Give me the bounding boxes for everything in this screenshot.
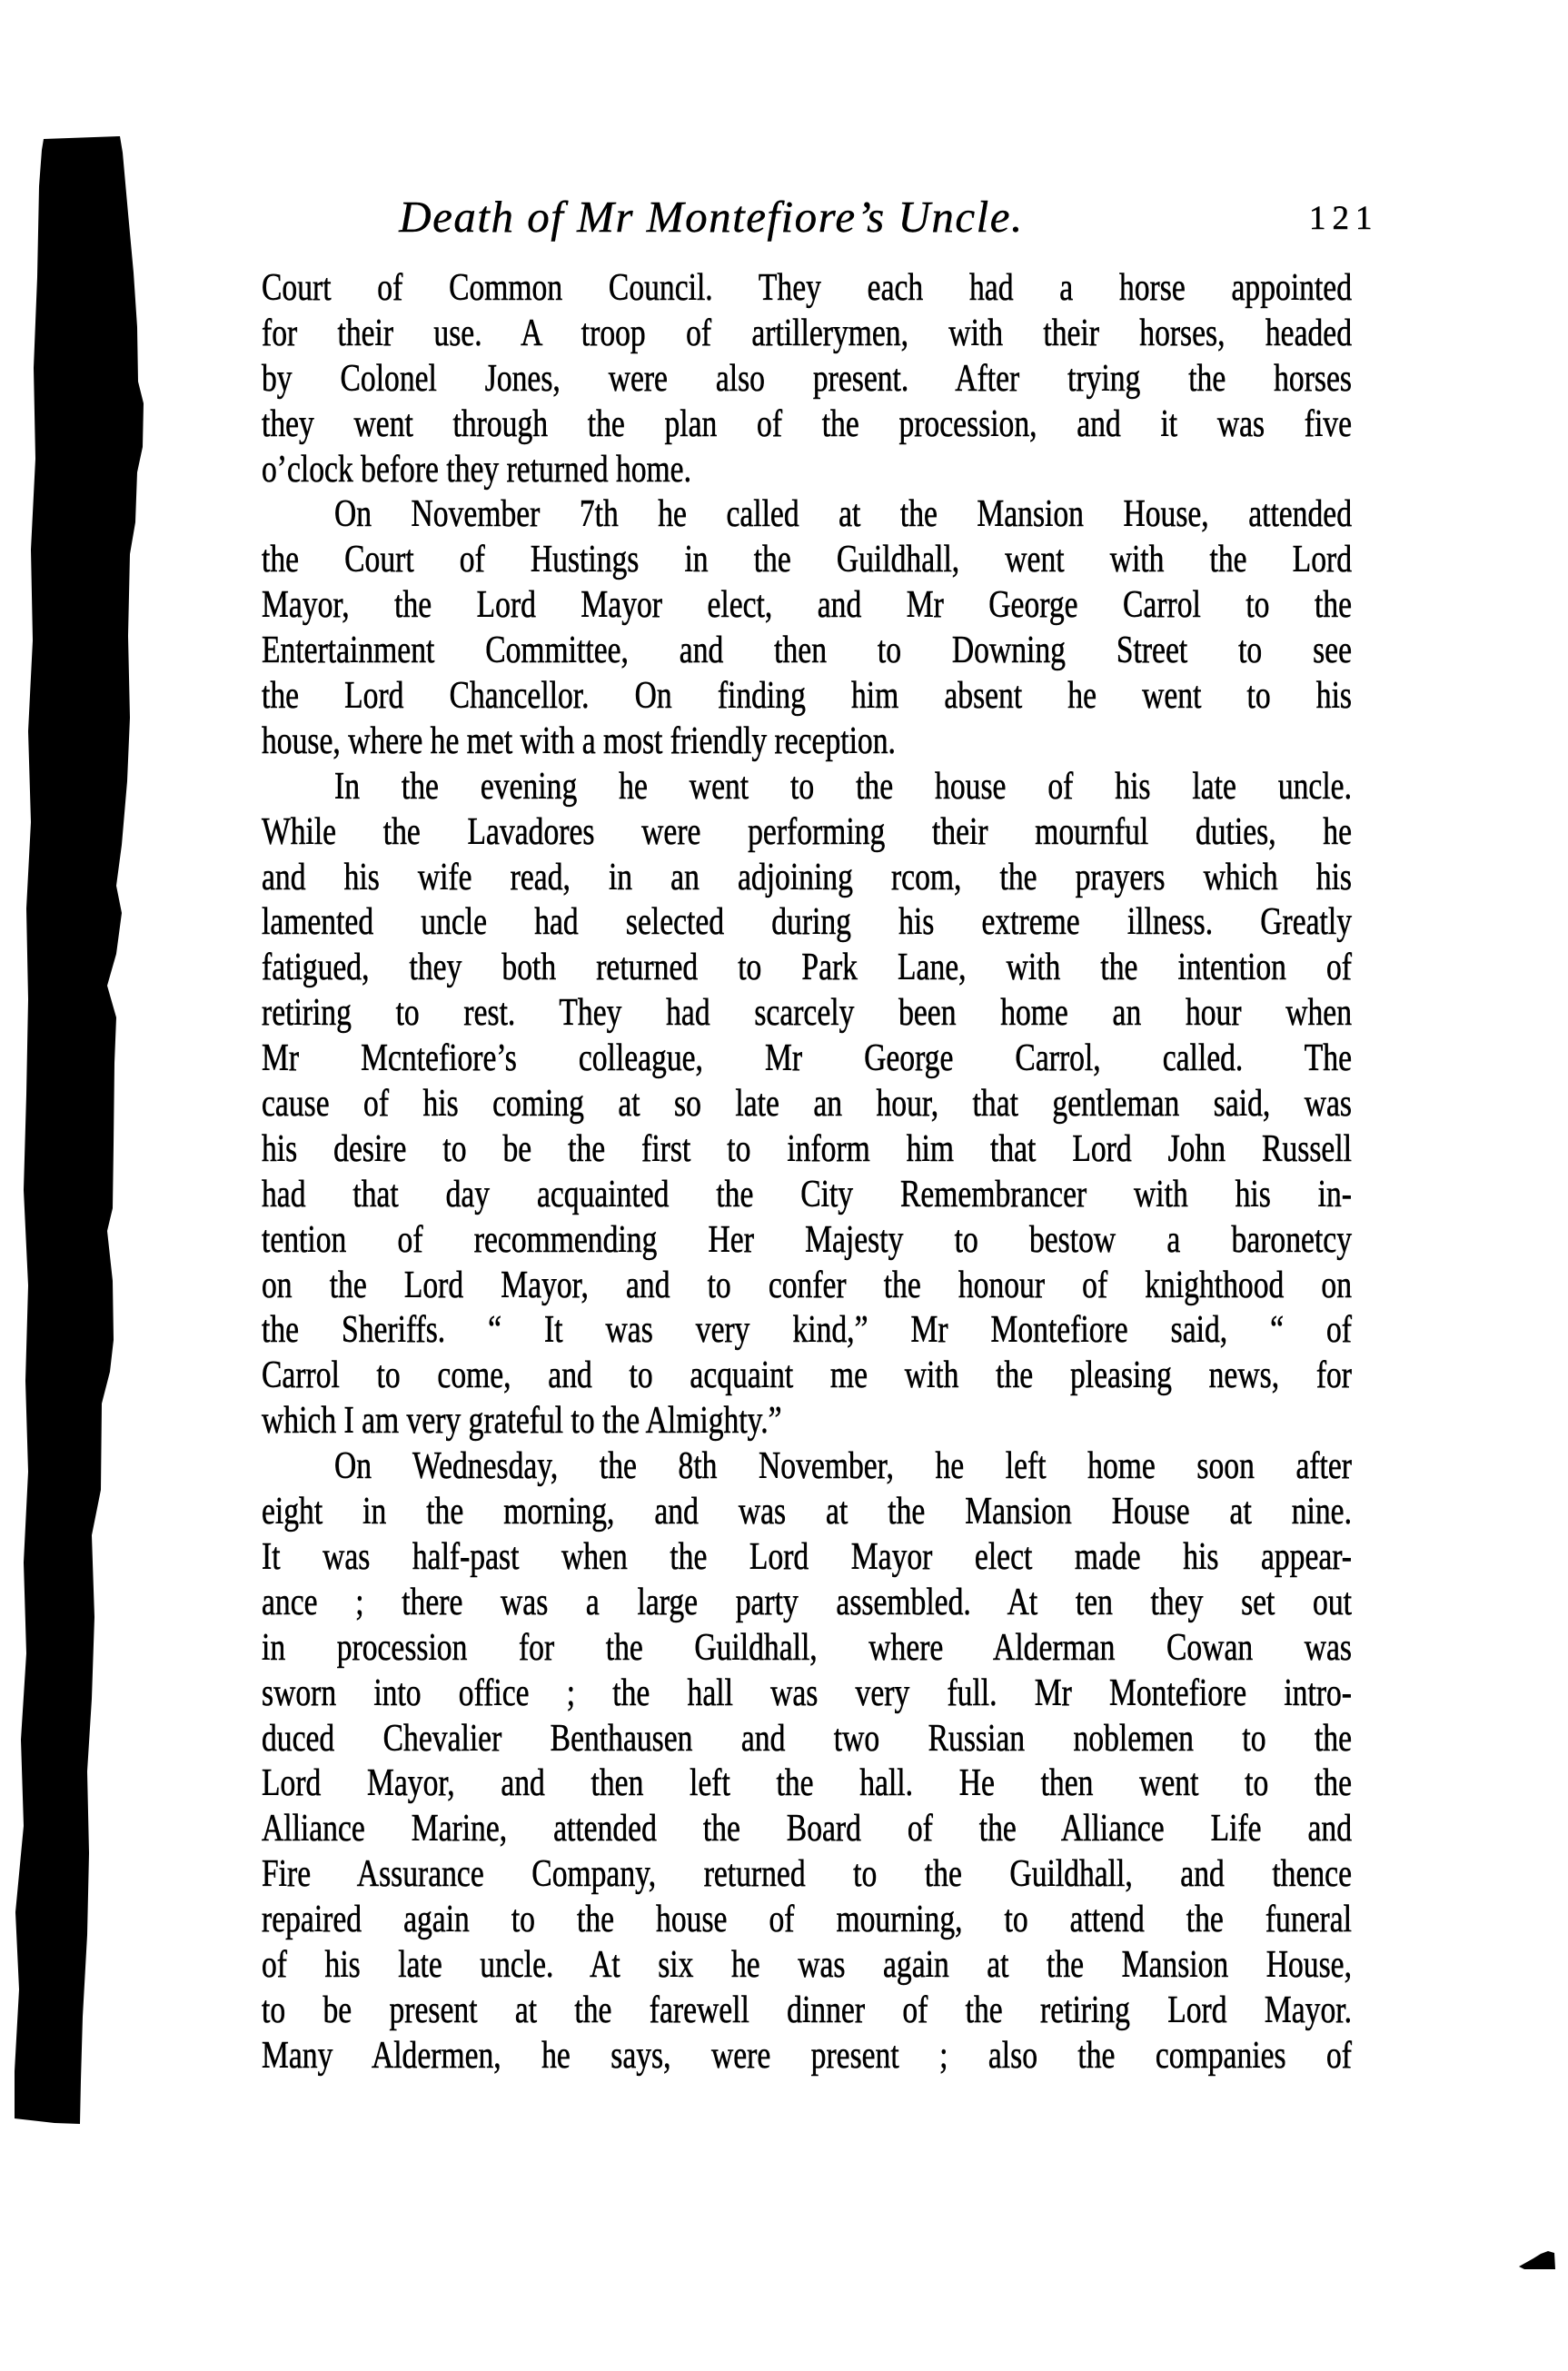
text-line: Many Aldermen, he says, were present ; also the companies of — [262, 2034, 1352, 2077]
text-line: eight in the morning, and was at the Mansion House at nine. — [262, 1491, 1352, 1533]
text-line: On November 7th he called at the Mansion House, attended — [334, 493, 1352, 536]
text-line: Court of Common Council. They each had a horse appointed — [262, 267, 1352, 309]
running-title: Death of Mr Montefiore’s Uncle. — [399, 192, 1024, 242]
text-line: While the Lavadores were performing their mournful duties, he — [262, 810, 1352, 853]
text-line: retiring to rest. They had scarcely been home an hour when — [262, 992, 1352, 1035]
text-line: house, where he met with a most friendly reception. — [262, 719, 896, 762]
text-line: Lord Mayor, and then left the hall. He then went to the — [262, 1762, 1352, 1805]
text-line: they went through the plan of the procession, and it was five — [262, 402, 1352, 445]
text-line: In the evening he went to the house of his late uncle. — [334, 765, 1352, 808]
text-line: by Colonel Jones, were also present. After trying the horses — [262, 357, 1352, 400]
text-line: for their use. A troop of artillerymen, with their horses, headed — [262, 312, 1352, 354]
text-line: cause of his coming at so late an hour, that gentleman said, was — [262, 1083, 1352, 1126]
text-line: the Sheriffs. “ It was very kind,” Mr Montefiore said, “ of — [262, 1309, 1352, 1352]
text-line: of his late uncle. At six he was again at the Mansion House, — [262, 1943, 1352, 1986]
text-line: tention of recommending Her Majesty to bestow a baronetcy — [262, 1218, 1352, 1261]
text-line: o’clock before they returned home. — [262, 448, 691, 491]
text-line: to be present at the farewell dinner of the retiring Lord Mayor. — [262, 1989, 1352, 2031]
text-line: Entertainment Committee, and then to Downing Street to see — [262, 630, 1352, 672]
text-line: on the Lord Mayor, and to confer the honour of knighthood on — [262, 1264, 1352, 1306]
text-line: sworn into office ; the hall was very full. Mr Montefiore intro- — [262, 1672, 1352, 1714]
corner-mark-artifact — [1519, 2251, 1555, 2269]
text-line: Mayor, the Lord Mayor elect, and Mr George Carrol to the — [262, 584, 1352, 627]
text-line: ance ; there was a large party assembled. At ten they set out — [262, 1581, 1352, 1623]
text-line: Carrol to come, and to acquaint me with the pleasing news, for — [262, 1354, 1352, 1397]
text-line: Fire Assurance Company, returned to the Guildhall, and thence — [262, 1853, 1352, 1896]
text-line: lamented uncle had selected during his extreme illness. Greatly — [262, 901, 1352, 944]
text-line: the Lord Chancellor. On finding him absent he went to his — [262, 675, 1352, 718]
text-line: It was half-past when the Lord Mayor elect made his appear- — [262, 1535, 1352, 1578]
text-line: duced Chevalier Benthausen and two Russian noblemen to the — [262, 1717, 1352, 1760]
text-line: fatigued, they both returned to Park Lane, with the intention of — [262, 947, 1352, 989]
text-line: which I am very grateful to the Almighty.” — [262, 1400, 782, 1443]
text-block — [262, 266, 1352, 2079]
text-line: and his wife read, in an adjoining rcom, the prayers which his — [262, 856, 1352, 898]
text-line: Mr Mcntefiore’s colleague, Mr George Carrol, called. The — [262, 1037, 1352, 1080]
text-line: his desire to be the first to inform him that Lord John Russell — [262, 1127, 1352, 1170]
text-line: repaired again to the house of mourning, to attend the funeral — [262, 1899, 1352, 1941]
text-line: had that day acquainted the City Remembrancer with his in- — [262, 1173, 1352, 1215]
text-line: On Wednesday, the 8th November, he left home soon after — [334, 1445, 1352, 1488]
page-number: 121 — [1309, 200, 1379, 237]
text-line: the Court of Hustings in the Guildhall, went with the Lord — [262, 539, 1352, 581]
binding-shadow-artifact — [15, 136, 144, 2124]
text-line: in procession for the Guildhall, where Alderman Cowan was — [262, 1626, 1352, 1669]
text-line: Alliance Marine, attended the Board of the Alliance Life and — [262, 1808, 1352, 1850]
